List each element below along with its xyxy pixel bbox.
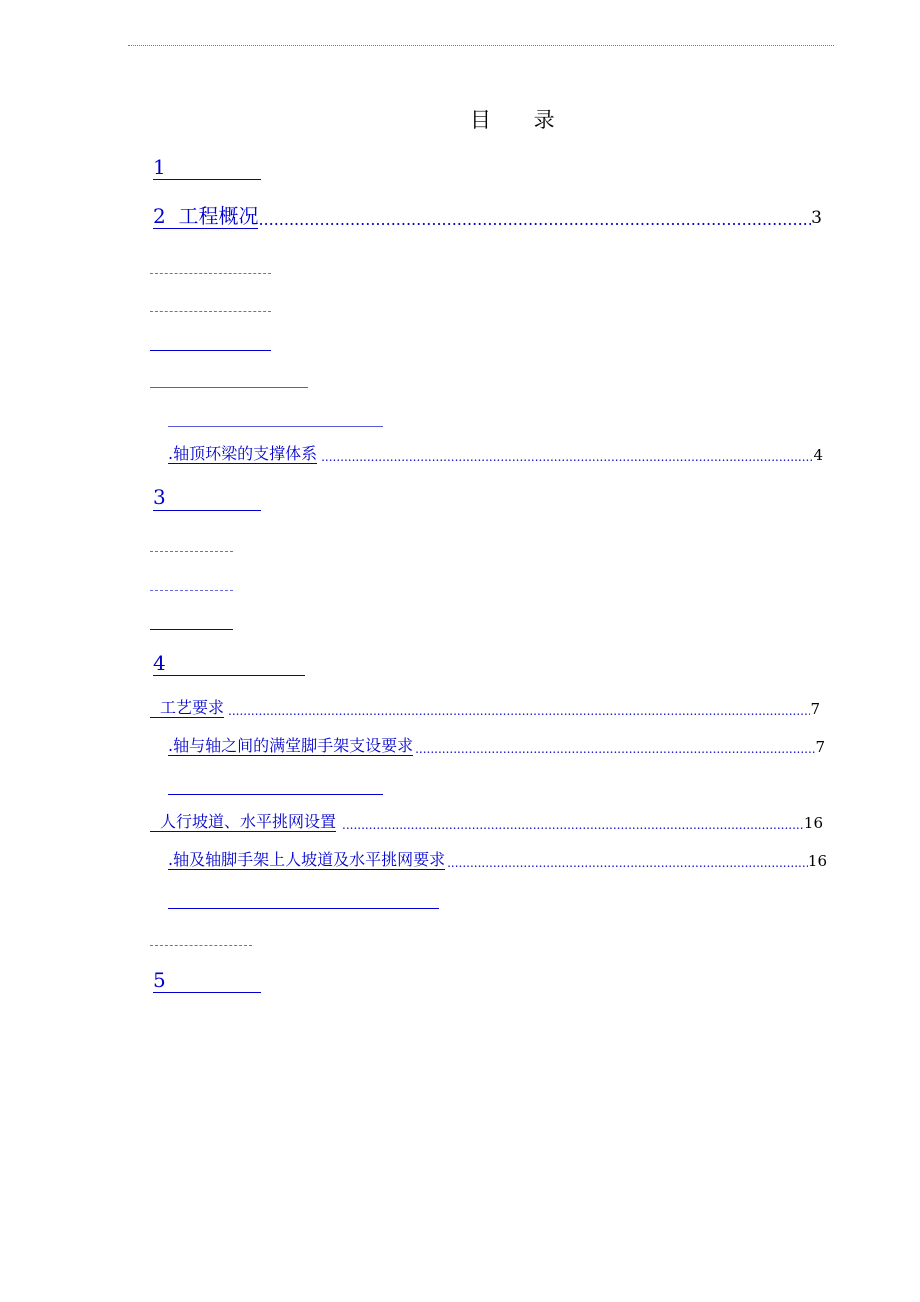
toc-link-line[interactable] — [168, 794, 383, 795]
dot-leader — [258, 211, 811, 229]
toc-entry[interactable] — [168, 737, 825, 756]
toc-title: 目 录 — [470, 108, 573, 132]
toc-link-line[interactable] — [150, 350, 271, 351]
toc-entry-chapter-2[interactable] — [153, 205, 822, 229]
toc-page-number: 7 — [810, 700, 820, 719]
toc-link-line[interactable] — [150, 629, 233, 630]
toc-entry[interactable] — [168, 445, 823, 464]
toc-entry-label: .轴顶环梁的支撑体系 — [168, 444, 318, 463]
toc-chapter-3-underline — [153, 510, 261, 511]
toc-page-number: 16 — [807, 852, 827, 871]
toc-chapter-1-underline — [153, 179, 261, 180]
dot-leader — [342, 819, 804, 833]
toc-entry-label: .轴与轴之间的满堂脚手架支设要求 — [168, 736, 414, 755]
toc-chapter-3-number[interactable]: 3 — [153, 485, 166, 509]
dot-leader — [447, 857, 808, 871]
toc-entry[interactable] — [168, 851, 827, 870]
dot-leader — [228, 705, 810, 719]
toc-page-number: 3 — [811, 208, 822, 229]
toc-link-line[interactable] — [150, 945, 252, 946]
toc-entry-chapter-2-label — [153, 205, 258, 229]
toc-chapter-5-number[interactable]: 5 — [153, 968, 166, 992]
toc-page-number: 16 — [803, 814, 823, 833]
toc-link-line[interactable] — [150, 311, 271, 312]
toc-entry[interactable] — [150, 699, 820, 718]
toc-entry-label: 工艺要求 — [150, 699, 224, 718]
toc-entry-label: .轴及轴脚手架上人坡道及水平挑网要求 — [168, 850, 446, 869]
dot-leader — [415, 743, 815, 757]
toc-link-line[interactable] — [150, 387, 308, 388]
toc-page-number: 7 — [815, 738, 825, 757]
header-rule — [128, 45, 834, 46]
toc-chapter-4-number[interactable]: 4 — [153, 651, 166, 675]
toc-link-line[interactable] — [150, 590, 233, 591]
chapter-2-title: 工程概况 — [178, 204, 259, 228]
chapter-2-number: 2 — [153, 204, 166, 228]
toc-chapter-4-underline — [153, 675, 305, 676]
toc-chapter-1-number[interactable]: 1 — [153, 155, 166, 179]
dot-leader — [321, 451, 813, 465]
toc-entry[interactable] — [150, 813, 823, 832]
toc-page-number: 4 — [813, 446, 823, 465]
toc-chapter-5-underline — [153, 992, 261, 993]
toc-link-line[interactable] — [168, 908, 439, 909]
toc-entry-label: 人行坡道、水平挑网设置 — [150, 813, 336, 832]
toc-link-line[interactable] — [168, 426, 383, 427]
toc-link-line[interactable] — [150, 551, 233, 552]
toc-link-line[interactable] — [150, 273, 271, 274]
